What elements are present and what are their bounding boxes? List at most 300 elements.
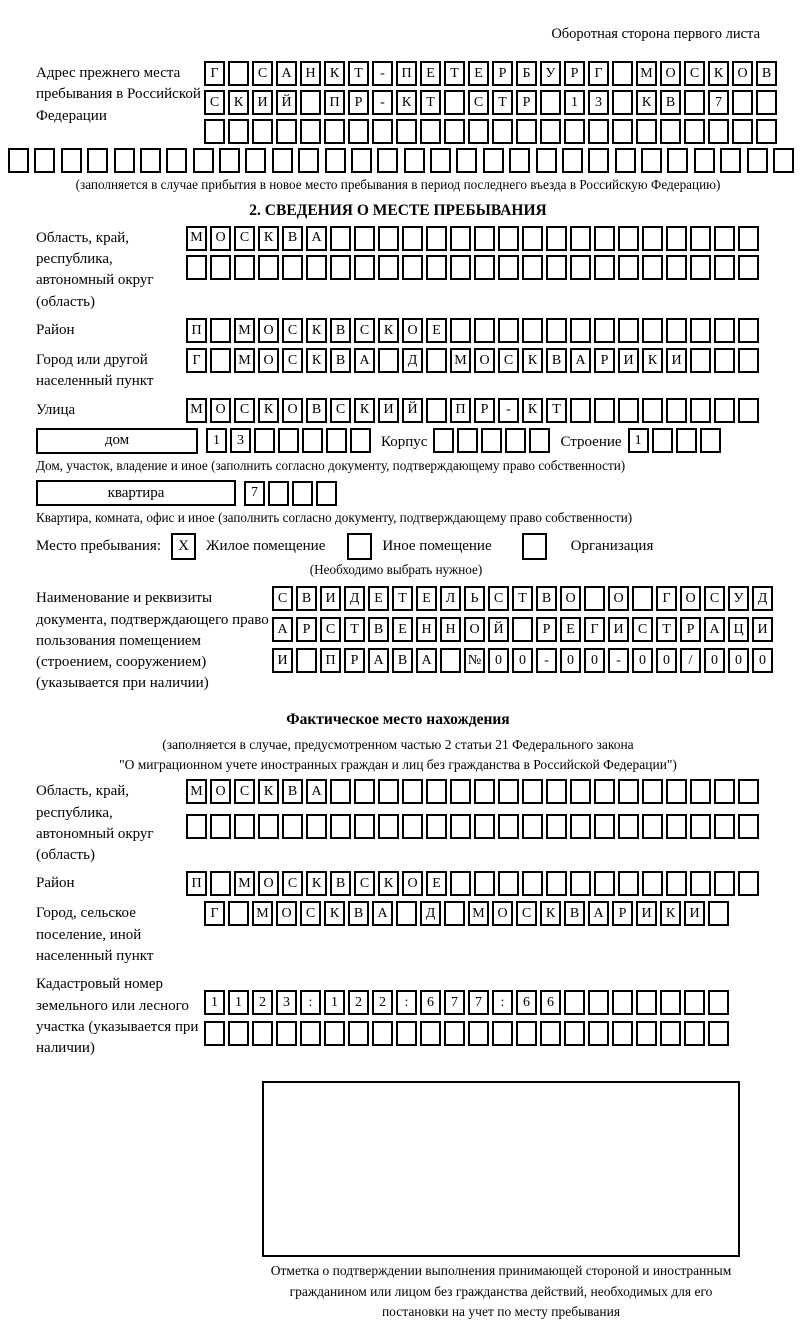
char-cell[interactable]	[272, 148, 293, 173]
char-cell[interactable]: К	[708, 61, 729, 86]
char-cell[interactable]	[474, 318, 495, 343]
char-cell[interactable]	[570, 814, 591, 839]
char-cell[interactable]	[426, 779, 447, 804]
char-cell[interactable]: 6	[516, 990, 537, 1015]
char-cell[interactable]: К	[378, 871, 399, 896]
char-cell[interactable]: В	[660, 90, 681, 115]
char-cell[interactable]: М	[468, 901, 489, 926]
char-cell[interactable]: К	[522, 348, 543, 373]
char-cell[interactable]	[690, 348, 711, 373]
char-cell[interactable]	[396, 1021, 417, 1046]
char-cell[interactable]: 0	[656, 648, 677, 673]
char-cell[interactable]	[402, 779, 423, 804]
char-cell[interactable]: О	[680, 586, 701, 611]
char-cell[interactable]: К	[522, 398, 543, 423]
char-cell[interactable]	[562, 148, 583, 173]
char-cell[interactable]: №	[464, 648, 485, 673]
char-cell[interactable]	[666, 871, 687, 896]
char-cell[interactable]	[690, 398, 711, 423]
char-cell[interactable]: А	[570, 348, 591, 373]
char-cell[interactable]	[588, 990, 609, 1015]
char-cell[interactable]: К	[306, 318, 327, 343]
char-cell[interactable]: В	[392, 648, 413, 673]
char-cell[interactable]	[372, 119, 393, 144]
char-cell[interactable]: Р	[492, 61, 513, 86]
char-cell[interactable]	[546, 318, 567, 343]
char-cell[interactable]	[618, 814, 639, 839]
char-cell[interactable]: 7	[468, 990, 489, 1015]
char-cell[interactable]	[612, 90, 633, 115]
char-cell[interactable]	[612, 1021, 633, 1046]
char-cell[interactable]	[612, 119, 633, 144]
char-cell[interactable]: И	[378, 398, 399, 423]
char-cell[interactable]	[546, 814, 567, 839]
char-cell[interactable]	[690, 779, 711, 804]
char-cell[interactable]	[498, 255, 519, 280]
char-cell[interactable]	[636, 1021, 657, 1046]
char-cell[interactable]	[245, 148, 266, 173]
char-cell[interactable]	[756, 119, 777, 144]
char-cell[interactable]	[642, 779, 663, 804]
char-cell[interactable]	[326, 428, 347, 453]
char-cell[interactable]	[450, 814, 471, 839]
char-cell[interactable]	[732, 90, 753, 115]
char-cell[interactable]	[666, 779, 687, 804]
char-cell[interactable]	[594, 814, 615, 839]
char-cell[interactable]	[666, 398, 687, 423]
char-cell[interactable]	[492, 119, 513, 144]
char-cell[interactable]: В	[330, 871, 351, 896]
char-cell[interactable]	[522, 226, 543, 251]
char-cell[interactable]: Р	[564, 61, 585, 86]
char-cell[interactable]: К	[396, 90, 417, 115]
char-cell[interactable]: М	[234, 871, 255, 896]
char-cell[interactable]	[306, 814, 327, 839]
char-cell[interactable]	[450, 871, 471, 896]
char-cell[interactable]	[522, 871, 543, 896]
char-cell[interactable]: В	[368, 617, 389, 642]
char-cell[interactable]	[354, 814, 375, 839]
char-cell[interactable]: О	[474, 348, 495, 373]
char-cell[interactable]: И	[684, 901, 705, 926]
char-cell[interactable]: С	[354, 318, 375, 343]
char-cell[interactable]	[296, 648, 317, 673]
char-cell[interactable]	[684, 119, 705, 144]
char-cell[interactable]	[690, 318, 711, 343]
char-cell[interactable]	[570, 318, 591, 343]
char-cell[interactable]	[594, 779, 615, 804]
char-cell[interactable]: О	[402, 871, 423, 896]
char-cell[interactable]: О	[258, 348, 279, 373]
char-cell[interactable]	[516, 1021, 537, 1046]
char-cell[interactable]	[540, 119, 561, 144]
char-cell[interactable]	[276, 1021, 297, 1046]
char-cell[interactable]	[584, 586, 605, 611]
char-cell[interactable]	[140, 148, 161, 173]
char-cell[interactable]	[738, 871, 759, 896]
char-cell[interactable]: Т	[344, 617, 365, 642]
char-cell[interactable]: К	[636, 90, 657, 115]
char-cell[interactable]	[540, 1021, 561, 1046]
char-cell[interactable]	[594, 255, 615, 280]
char-cell[interactable]	[210, 814, 231, 839]
char-cell[interactable]	[642, 226, 663, 251]
char-cell[interactable]: Т	[444, 61, 465, 86]
char-cell[interactable]	[292, 481, 313, 506]
char-cell[interactable]: Р	[344, 648, 365, 673]
char-cell[interactable]	[474, 226, 495, 251]
char-cell[interactable]: 2	[252, 990, 273, 1015]
char-cell[interactable]	[298, 148, 319, 173]
char-cell[interactable]	[426, 348, 447, 373]
char-cell[interactable]	[642, 871, 663, 896]
char-cell[interactable]: :	[300, 990, 321, 1015]
char-cell[interactable]: А	[416, 648, 437, 673]
char-cell[interactable]	[404, 148, 425, 173]
char-cell[interactable]	[529, 428, 550, 453]
char-cell[interactable]: О	[276, 901, 297, 926]
char-cell[interactable]: 0	[632, 648, 653, 673]
char-cell[interactable]: 0	[728, 648, 749, 673]
char-cell[interactable]	[588, 1021, 609, 1046]
char-cell[interactable]: А	[276, 61, 297, 86]
char-cell[interactable]	[396, 901, 417, 926]
char-cell[interactable]: Т	[546, 398, 567, 423]
char-cell[interactable]	[450, 226, 471, 251]
char-cell[interactable]: О	[608, 586, 629, 611]
char-cell[interactable]: Е	[420, 61, 441, 86]
char-cell[interactable]	[468, 1021, 489, 1046]
char-cell[interactable]: С	[320, 617, 341, 642]
char-cell[interactable]: 3	[588, 90, 609, 115]
char-cell[interactable]	[594, 318, 615, 343]
char-cell[interactable]	[378, 255, 399, 280]
char-cell[interactable]: А	[588, 901, 609, 926]
char-cell[interactable]	[354, 255, 375, 280]
char-cell[interactable]	[738, 779, 759, 804]
char-cell[interactable]	[402, 255, 423, 280]
char-cell[interactable]: М	[234, 318, 255, 343]
char-cell[interactable]	[306, 255, 327, 280]
char-cell[interactable]	[756, 90, 777, 115]
char-cell[interactable]	[522, 814, 543, 839]
char-cell[interactable]	[708, 990, 729, 1015]
char-cell[interactable]	[546, 871, 567, 896]
char-cell[interactable]: 0	[512, 648, 533, 673]
char-cell[interactable]: К	[306, 348, 327, 373]
char-cell[interactable]: Р	[680, 617, 701, 642]
char-cell[interactable]	[204, 1021, 225, 1046]
char-cell[interactable]: С	[252, 61, 273, 86]
char-cell[interactable]	[641, 148, 662, 173]
char-cell[interactable]	[282, 814, 303, 839]
char-cell[interactable]	[522, 255, 543, 280]
char-cell[interactable]	[426, 255, 447, 280]
char-cell[interactable]: Й	[488, 617, 509, 642]
char-cell[interactable]	[690, 871, 711, 896]
char-cell[interactable]	[684, 90, 705, 115]
char-cell[interactable]	[636, 119, 657, 144]
char-cell[interactable]: К	[324, 61, 345, 86]
char-cell[interactable]: 1	[564, 90, 585, 115]
char-cell[interactable]: Б	[516, 61, 537, 86]
char-cell[interactable]	[228, 901, 249, 926]
char-cell[interactable]: Е	[416, 586, 437, 611]
char-cell[interactable]	[498, 779, 519, 804]
char-cell[interactable]	[426, 398, 447, 423]
char-cell[interactable]	[642, 318, 663, 343]
char-cell[interactable]: О	[210, 779, 231, 804]
char-cell[interactable]: Д	[344, 586, 365, 611]
char-cell[interactable]	[228, 1021, 249, 1046]
char-cell[interactable]: О	[402, 318, 423, 343]
char-cell[interactable]	[444, 90, 465, 115]
char-cell[interactable]: К	[258, 779, 279, 804]
char-cell[interactable]: С	[300, 901, 321, 926]
char-cell[interactable]: И	[666, 348, 687, 373]
char-cell[interactable]: М	[186, 779, 207, 804]
char-cell[interactable]	[372, 1021, 393, 1046]
char-cell[interactable]	[666, 318, 687, 343]
char-cell[interactable]	[193, 148, 214, 173]
char-cell[interactable]: Ц	[728, 617, 749, 642]
char-cell[interactable]: А	[354, 348, 375, 373]
char-cell[interactable]: М	[636, 61, 657, 86]
char-cell[interactable]: Ь	[464, 586, 485, 611]
char-cell[interactable]: 7	[444, 990, 465, 1015]
char-cell[interactable]	[612, 61, 633, 86]
char-cell[interactable]: Д	[420, 901, 441, 926]
char-cell[interactable]: Й	[276, 90, 297, 115]
char-cell[interactable]	[34, 148, 55, 173]
char-cell[interactable]	[522, 318, 543, 343]
char-cell[interactable]: Р	[612, 901, 633, 926]
char-cell[interactable]	[474, 779, 495, 804]
char-cell[interactable]	[252, 119, 273, 144]
char-cell[interactable]	[738, 348, 759, 373]
char-cell[interactable]	[667, 148, 688, 173]
char-cell[interactable]	[325, 148, 346, 173]
char-cell[interactable]: -	[372, 61, 393, 86]
char-cell[interactable]	[324, 119, 345, 144]
char-cell[interactable]	[330, 226, 351, 251]
char-cell[interactable]: О	[464, 617, 485, 642]
char-cell[interactable]	[396, 119, 417, 144]
char-cell[interactable]	[708, 119, 729, 144]
char-cell[interactable]	[300, 90, 321, 115]
char-cell[interactable]	[676, 428, 697, 453]
char-cell[interactable]	[612, 990, 633, 1015]
char-cell[interactable]	[546, 779, 567, 804]
char-cell[interactable]: 6	[540, 990, 561, 1015]
char-cell[interactable]	[594, 226, 615, 251]
char-cell[interactable]: С	[488, 586, 509, 611]
char-cell[interactable]: :	[492, 990, 513, 1015]
char-cell[interactable]	[444, 119, 465, 144]
char-cell[interactable]: Л	[440, 586, 461, 611]
char-cell[interactable]	[505, 428, 526, 453]
char-cell[interactable]: 0	[560, 648, 581, 673]
char-cell[interactable]: С	[632, 617, 653, 642]
char-cell[interactable]	[509, 148, 530, 173]
char-cell[interactable]	[234, 814, 255, 839]
char-cell[interactable]: 0	[752, 648, 773, 673]
char-cell[interactable]	[690, 226, 711, 251]
char-cell[interactable]	[498, 226, 519, 251]
char-cell[interactable]: Е	[368, 586, 389, 611]
char-cell[interactable]	[660, 990, 681, 1015]
char-cell[interactable]	[618, 226, 639, 251]
char-cell[interactable]: О	[560, 586, 581, 611]
char-cell[interactable]: :	[396, 990, 417, 1015]
char-cell[interactable]	[498, 871, 519, 896]
char-cell[interactable]	[433, 428, 454, 453]
char-cell[interactable]: О	[732, 61, 753, 86]
char-cell[interactable]: С	[272, 586, 293, 611]
char-cell[interactable]	[690, 255, 711, 280]
char-cell[interactable]	[512, 617, 533, 642]
char-cell[interactable]	[204, 119, 225, 144]
char-cell[interactable]	[276, 119, 297, 144]
char-cell[interactable]	[378, 348, 399, 373]
char-cell[interactable]	[228, 119, 249, 144]
char-cell[interactable]: О	[210, 398, 231, 423]
char-cell[interactable]	[456, 148, 477, 173]
char-cell[interactable]	[426, 814, 447, 839]
char-cell[interactable]	[684, 1021, 705, 1046]
checkbox-zhiloe[interactable]	[171, 533, 196, 560]
char-cell[interactable]: 3	[230, 428, 251, 453]
char-cell[interactable]	[546, 255, 567, 280]
char-cell[interactable]	[594, 398, 615, 423]
char-cell[interactable]: А	[306, 226, 327, 251]
char-cell[interactable]	[450, 779, 471, 804]
char-cell[interactable]	[536, 148, 557, 173]
char-cell[interactable]: В	[348, 901, 369, 926]
char-cell[interactable]: Р	[516, 90, 537, 115]
char-cell[interactable]	[457, 428, 478, 453]
char-cell[interactable]	[738, 226, 759, 251]
char-cell[interactable]	[714, 871, 735, 896]
char-cell[interactable]	[348, 1021, 369, 1046]
char-cell[interactable]: К	[378, 318, 399, 343]
char-cell[interactable]	[738, 318, 759, 343]
char-cell[interactable]: Е	[392, 617, 413, 642]
char-cell[interactable]: Т	[392, 586, 413, 611]
char-cell[interactable]: С	[282, 348, 303, 373]
char-cell[interactable]	[564, 119, 585, 144]
char-cell[interactable]: И	[608, 617, 629, 642]
char-cell[interactable]	[684, 990, 705, 1015]
char-cell[interactable]	[570, 779, 591, 804]
char-cell[interactable]: К	[354, 398, 375, 423]
checkbox-inoe[interactable]	[347, 533, 372, 560]
char-cell[interactable]: К	[258, 226, 279, 251]
char-cell[interactable]: И	[272, 648, 293, 673]
char-cell[interactable]	[378, 779, 399, 804]
char-cell[interactable]	[474, 871, 495, 896]
char-cell[interactable]: В	[330, 348, 351, 373]
char-cell[interactable]: М	[234, 348, 255, 373]
char-cell[interactable]	[660, 119, 681, 144]
char-cell[interactable]	[8, 148, 29, 173]
char-cell[interactable]	[351, 148, 372, 173]
char-cell[interactable]: -	[536, 648, 557, 673]
char-cell[interactable]: С	[204, 90, 225, 115]
char-cell[interactable]	[666, 226, 687, 251]
char-cell[interactable]: Р	[536, 617, 557, 642]
char-cell[interactable]: -	[498, 398, 519, 423]
char-cell[interactable]	[330, 779, 351, 804]
char-cell[interactable]	[420, 1021, 441, 1046]
char-cell[interactable]	[300, 1021, 321, 1046]
char-cell[interactable]: П	[324, 90, 345, 115]
dom-type-box[interactable]: дом	[36, 428, 198, 454]
char-cell[interactable]	[282, 255, 303, 280]
char-cell[interactable]: О	[210, 226, 231, 251]
char-cell[interactable]	[570, 255, 591, 280]
char-cell[interactable]	[278, 428, 299, 453]
char-cell[interactable]: О	[282, 398, 303, 423]
char-cell[interactable]: С	[282, 871, 303, 896]
char-cell[interactable]	[450, 318, 471, 343]
char-cell[interactable]	[258, 814, 279, 839]
char-cell[interactable]: 0	[704, 648, 725, 673]
char-cell[interactable]: А	[704, 617, 725, 642]
char-cell[interactable]: П	[450, 398, 471, 423]
char-cell[interactable]: Г	[656, 586, 677, 611]
char-cell[interactable]	[618, 255, 639, 280]
char-cell[interactable]	[324, 1021, 345, 1046]
char-cell[interactable]: А	[368, 648, 389, 673]
char-cell[interactable]: К	[258, 398, 279, 423]
char-cell[interactable]: М	[186, 398, 207, 423]
char-cell[interactable]: С	[498, 348, 519, 373]
char-cell[interactable]: У	[540, 61, 561, 86]
char-cell[interactable]	[440, 648, 461, 673]
char-cell[interactable]: 2	[348, 990, 369, 1015]
char-cell[interactable]: Е	[468, 61, 489, 86]
char-cell[interactable]	[642, 814, 663, 839]
char-cell[interactable]: В	[564, 901, 585, 926]
char-cell[interactable]	[720, 148, 741, 173]
char-cell[interactable]	[642, 398, 663, 423]
char-cell[interactable]: 6	[420, 990, 441, 1015]
char-cell[interactable]	[378, 814, 399, 839]
char-cell[interactable]: Т	[348, 61, 369, 86]
char-cell[interactable]: 7	[708, 90, 729, 115]
char-cell[interactable]: Д	[752, 586, 773, 611]
char-cell[interactable]: -	[372, 90, 393, 115]
char-cell[interactable]: Е	[426, 871, 447, 896]
char-cell[interactable]	[708, 1021, 729, 1046]
char-cell[interactable]	[87, 148, 108, 173]
char-cell[interactable]	[588, 148, 609, 173]
char-cell[interactable]: 1	[206, 428, 227, 453]
char-cell[interactable]	[330, 255, 351, 280]
char-cell[interactable]: 0	[584, 648, 605, 673]
char-cell[interactable]: 3	[276, 990, 297, 1015]
char-cell[interactable]: В	[282, 226, 303, 251]
char-cell[interactable]	[660, 1021, 681, 1046]
char-cell[interactable]: К	[642, 348, 663, 373]
char-cell[interactable]: Р	[594, 348, 615, 373]
char-cell[interactable]: В	[756, 61, 777, 86]
char-cell[interactable]	[522, 779, 543, 804]
char-cell[interactable]: С	[234, 779, 255, 804]
char-cell[interactable]: 1	[628, 428, 649, 453]
char-cell[interactable]	[636, 990, 657, 1015]
